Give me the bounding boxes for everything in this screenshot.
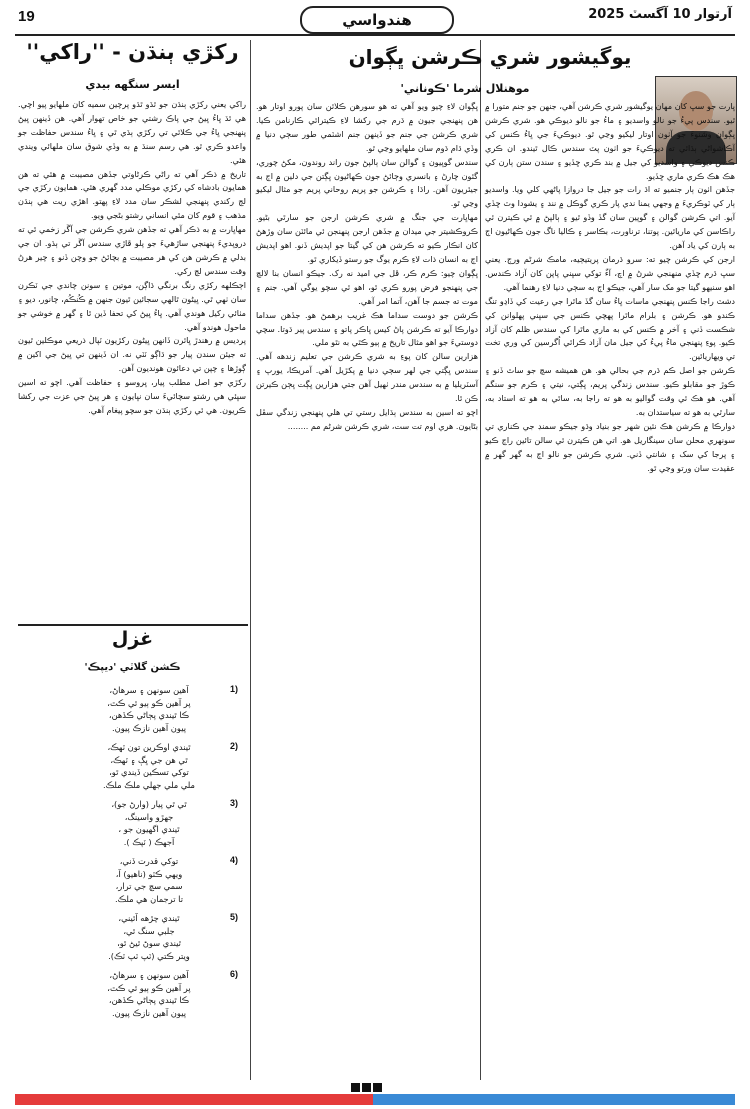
issue-date: آرتوار 10 آگسٽ 2025 <box>588 7 732 22</box>
paragraph: ڀڳوان لاءِ چيو ويو آهي ته هو سورهن ڪلائن سان پورو اوتار هو. هن پنهنجي جيون ۾ ڌرم جي رکشا لاءِ ڪيترائي ڪارنامن ڪيا. شري ڪرشن جي جنم جو ڏينهن جنم اشٽمي طور سڄي دنيا ۾ وڏي ڌام ڌوم سان ملهايو وڃي ٿو. <box>256 101 478 153</box>
stanza-number: 6) <box>229 969 238 979</box>
paragraph: ڀارت جو سڀ کان مهان يوگيشور شري ڪرشن آهي، جنهن جو جنم متورا ۾ ٿيو. سندس پيءُ جو نالو واسديو ۽ ماءُ جو نالو ديوڪي هو. شري ڪرشن ڀڳوان وشنوءَ جو آٺون اوتار ليکيو وڃي ٿو. ديوڪيءَ جي ڀاءُ ڪنس کي آڪاشواڻي ٻڌائي ته ديوڪيءَ جو اٺون پٽ سندس ڪال ٿيندو. ان ڪري ڪنس ديوڪي ۽ واسديو کي جيل ۾ بند ڪري ڇڏيو ۽ سندن ستن ٻارن کي هڪ هڪ ڪري ماري ڇڏيو. <box>485 101 735 181</box>
verse-line: سمي سچ جي ترار، <box>115 881 183 891</box>
rakhi-article-title: رکڙي ٻنڌن - ''راکي'' <box>26 40 239 64</box>
paragraph: راکي يعني رکڙي ٻنڌن جو ٿڌو ٿڌو پرچين سميه کان ملهايو پيو اچي. هي ٿڌ ڀاءُ ڀيڻ جي پاڪ رشتي جو خاص تهوار آهي. هن ڏينهن ڀيڻ پنهنجي ڀاءُ جي ڪلائي تي رکڙي ٻڌي ٿي ۽ ڀاءُ سندس حفاظت جو واعدو ڪري ٿو. هي رسم سنڌ ۾ به وڏي شوق سان ملهائي ويندي هئي. <box>18 99 246 165</box>
verse-line: ڪا ٿيندي پڄاڻي ڪڏهن، <box>108 710 190 720</box>
verse-line: توکي تسڪين ڏيندي ٿو، <box>109 767 189 777</box>
stanza-number: 4) <box>229 855 238 865</box>
verse-line: ٿيندي سوڻ ٿيڻ ٿو، <box>117 938 181 948</box>
verse-line: آهين سونهن ۽ سرهاڻ، <box>109 970 189 980</box>
page-header <box>0 0 750 34</box>
ghazal-body <box>18 684 246 1026</box>
verse-line: آهين سونهن ۽ سرهاڻ، <box>109 685 189 695</box>
paragraph: ڪرشن جو دوست سداما هڪ غريب برهمڻ هو. جڏهن سداما دوارڪا آيو ته ڪرشن پاڻ کيس ڀاڪر پاتو ۽ سندس پير ڌوتا. سچي دوستيءَ جو اهو مثال تاريخ ۾ ٻيو ڪٿي به نٿو ملي. <box>256 309 478 348</box>
paragraph: رکڙي جو اصل مطلب پيار، ڀروسو ۽ حفاظت آهي. اچو ته اسين سڀئي هي رشتو سچائيءَ سان نڀايون ۽ هر ڀيڻ جي عزت جي رکشا ڪريون. هي ئي رکڙي ٻنڌن جو سچو پيغام آهي. <box>18 377 246 415</box>
verse-line: پيون آهين نازڪ پيون. <box>111 1007 187 1018</box>
paragraph: دوارڪا ۾ ڪرشن هڪ نئين شهر جو بنياد وڌو جيڪو سمنڊ جي ڪناري تي سونهري محلن سان سينگاريل هو. اتي هن ڪيترن ئي سالن تائين راڄ ڪيو ۽ پرجا کي سک ۽ شانتي ڏني. شري ڪرشن جو نالو اڄ به گهر گهر ۾ عقيدت سان ورتو وڃي ٿو. <box>485 420 735 473</box>
paragraph: سندس گوپيون ۽ گوالن سان ٻالپڻ جون راند روندون، مکڻ چوري، گئون چارڻ ۽ بانسري وڄائڻ جون ڪهاڻيون ڀڳتن جي دلين ۾ اڄ به جيئريون آهن. راڌا ۽ ڪرشن جو پريم روحاني پريم جو مثال ليکيو وڃي ٿو. <box>256 156 478 209</box>
paragraph: تاريخ ۾ ذڪر آهي ته راڻي ڪرڻاوتي جڏهن مصيبت ۾ هئي ته هن همايون بادشاه کي رکڙي موڪلي مدد گهري هئي. همايون رکڙي جي لڄ رکندي پنهنجي لشڪر سان مدد لاءِ پهتو. اهڙي ريت هي ٻنڌن مذهب ۽ قوم کان مٿي انساني رشتو بڻجي ويو. <box>18 168 246 221</box>
paragraph: جڏهن اٺون ٻار جنميو ته اڌ رات جو جيل جا دروازا پاڻهي کلي ويا. واسديو ٻار کي ٽوڪريءَ ۾ وجهي يمنا ندي پار ڪري گوڪل ۾ نند ۽ يشودا وٽ ڇڏي آيو. اتي ڪرشن گوالن ۽ گوپين سان گڏ وڏو ٿيو ۽ ٻالپڻ ۾ ئي ڪيترن ئي راڪاسن کي ماريائين. پوتنا، ترناورت، بڪاسر ۽ ڪاليا ناگ جون ڪهاڻيون اڄ به ٻارن کي ياد آهن. <box>485 184 735 251</box>
verse-line: پيون آهين نازڪ پيون. <box>111 722 187 733</box>
stanza-number: 1) <box>229 684 238 694</box>
footer-bar-blue <box>373 1094 735 1105</box>
rakhi-article-author: ايسر سنگهه بيدي <box>85 78 180 91</box>
verse-line: توکي قدرت ڏني، <box>119 856 179 866</box>
verse-line: ٿيندي چڙهه آئيني، <box>118 913 180 923</box>
column-divider <box>250 40 251 1080</box>
verse-line: تا ترجمان هي ملڪ. <box>114 893 184 904</box>
verse-line: جلبي سنگ ٿي، <box>123 925 175 936</box>
paragraph: مهاڀارت ۾ به ذڪر آهي ته جڏهن شري ڪرشن جي آڱر زخمي ٿي ته دروپديءَ پنهنجي ساڙهيءَ جو پلو ڦاڙي سندس آڱر تي ٻڌو. ان جي بدلي ۾ ڪرشن هن کي هر مصيبت ۾ بچائڻ جو وچن ڏنو ۽ چير هرڻ وقت سندس لڄ رکي. <box>18 224 246 276</box>
verse-line: جهڙو واسينگ، <box>124 811 174 822</box>
paragraph: مهاڀارت جي جنگ ۾ شري ڪرشن ارجن جو سارٿي بڻيو. ڪروڪشيتر جي ميدان ۾ جڏهن ارجن پنهنجن ئي مائٽن سان وڙهڻ کان انڪار ڪيو ته ڪرشن هن کي گيتا جو اپديش ڏنو. اهو اپديش اڄ به انسان ذات لاءِ ڪرم يوگ جو رستو ڏيکاري ٿو. <box>256 212 478 264</box>
verse-line: پر آهين ڪو ٻيو ئي ڪٿ، <box>107 982 191 993</box>
paragraph: ڪرشن جو اصل ڪم ڌرم جي بحالي هو. هن هميشه سچ جو ساٿ ڏنو ۽ ڪوڙ جو مقابلو ڪيو. سندس زندگي پريم، ڀڳتي، نيتي ۽ ڪرم جو سنگم آهي. هو هڪ ئي وقت گواليو به هو ته راجا به، ساٿي به هو ته استاد به، سارٿي به هو ته سياستدان به. <box>485 365 735 417</box>
verse-line: ڪا ٿيندي پڄاڻي ڪڏهن، <box>108 995 190 1005</box>
rakhi-article-body <box>18 98 246 418</box>
footer-bar-red <box>15 1094 373 1105</box>
lead-article-title: يوگيشور شري ڪرشن ڀڳوان <box>348 45 632 69</box>
ghazal-stanza <box>18 969 246 1026</box>
paragraph: ارجن کي ڪرشن چيو ته: سرو ڌرمان پريتيڄيه، مامڪ شرڻم ورڄ. يعني سڀ ڌرم ڇڏي منهنجي شرڻ ۾ اچ، آءٌ توکي سڀني پاپن کان آزاد ڪندس. اهو سنيهو گيتا جو مک سار آهي، جيڪو اڄ به سڄي دنيا لاءِ رهنما آهي. <box>485 253 735 292</box>
ghazal-title: غزل <box>111 628 154 650</box>
paragraph: اچو ته اسين به سندس ٻڌايل رستي تي هلي پنهنجي زندگي سڦل بڻايون. هري اوم تت ست، شري ڪرشن شرڻم مم ........ <box>256 406 478 431</box>
paragraph: دشٽ راجا ڪنس پنهنجي ماسات ڀاءُ سان گڏ ماٿرا جي رعيت کي ڏاڍو تنگ ڪندو هو. ڪرشن ۽ بلرام ماٿرا پهچي ڪنس جي سڀني پهلوانن کي شڪست ڏني ۽ آخر ۾ ڪنس کي به ماري ماٿرا کي سندس ظلم کان آزاد ڪيو. پوءِ پنهنجي ماءُ پيءُ کي جيل مان آزاد ڪرائي اُگرسين کي وري تخت تي ويهاريائين. <box>485 295 735 362</box>
ghazal-stanza <box>18 855 246 912</box>
ghazal-stanza <box>18 741 246 798</box>
column-divider <box>480 40 481 1080</box>
lead-article-column-left <box>256 100 478 434</box>
paragraph: هزارين سالن کان پوءِ به شري ڪرشن جي تعليم زندهه آهي. سندس ڀڳتي جي لهر سڄي دنيا ۾ پکڙيل آهي. آمريڪا، يورپ ۽ آسٽريليا ۾ به سندس مندر ٺهيل آهن جتي هزارين ڀڳت ڀڄن ڪيرتن ڪن ٿا. <box>256 351 478 404</box>
verse-line: ٿيندي اگهيون جو ، <box>118 824 180 834</box>
ghazal-stanza <box>18 912 246 969</box>
verse-line: ٿي هن جي ڀڳ ۽ ٽهڪ، <box>110 754 188 765</box>
ghazal-author: ڪشن گلاٽي 'ديپڪ' <box>84 662 181 673</box>
verse-line: ويهي ڪٽو (ناهيو) آ، <box>115 868 183 879</box>
section-rule <box>18 624 248 626</box>
stanza-number: 3) <box>229 798 238 808</box>
stanza-number: 5) <box>229 912 238 922</box>
lead-article-column-right <box>485 100 735 475</box>
lead-article-author: موهنلال شرما 'ڪوناني' <box>400 82 530 95</box>
masthead-logo: هندواسي <box>300 6 454 34</box>
verse-line: آجهڪ ( ٽپڪ ). <box>123 836 175 847</box>
page-number: 19 <box>18 8 35 25</box>
header-rule <box>15 34 735 36</box>
verse-line: ملي ملي جهلي ملڪ ملڪ. <box>103 779 195 790</box>
paragraph: اڄڪلهه رکڙي رنگ برنگي ڌاڳن، موتين ۽ سونن چاندي جي ٽڪرن سان ٺهي ٿي. ڀيڻون ٿالهي سجائين ٿيون جنهن ۾ ڪُنڪُم، چانور، ديو ۽ مٺائي رکيل هوندي آهي. ڀاءُ ڀيڻ کي تحفا ڏين ٿا ۽ گهر ۾ خوشي جو ماحول هوندو آهي. <box>18 279 246 332</box>
paragraph: پرديس ۾ رهندڙ ڀائرن ڏانهن ڀيڻون رکڙيون ٽپال ذريعي موڪلين ٿيون ته جيئن سندن پيار جو ڌاڳو ٽٽي نه. ان ڏينهن تي ڀيڻ جي اکين ۾ ڳوڙها ۽ چپن تي دعائون هونديون آهن. <box>18 335 246 374</box>
verse-line: ٿيندي اوڪرين تون ٽهڪ، <box>107 742 191 752</box>
stanza-number: 2) <box>229 741 238 751</box>
ghazal-stanza <box>18 798 246 855</box>
ghazal-stanza <box>18 684 246 741</box>
verse-line: پر آهين ڪو ٻيو ئي ڪٿ، <box>107 697 191 708</box>
verse-line: ٿي ٿي پيار (وارڻ جو)، <box>111 799 187 809</box>
verse-line: ويتر ڪتي (ٽپ ٽپ ٽڪ). <box>108 950 190 961</box>
end-ornament-icon <box>350 1077 400 1091</box>
paragraph: ڀڳوان چيو: ڪرم ڪر، ڦل جي اميد نه رک. جيڪو انسان بنا لالچ جي پنهنجو فرض پورو ڪري ٿو، اهو ئي سچو يوگي آهي. جنم ۽ موت ته جسم جا آهن، آتما امر آهي. <box>256 267 478 306</box>
